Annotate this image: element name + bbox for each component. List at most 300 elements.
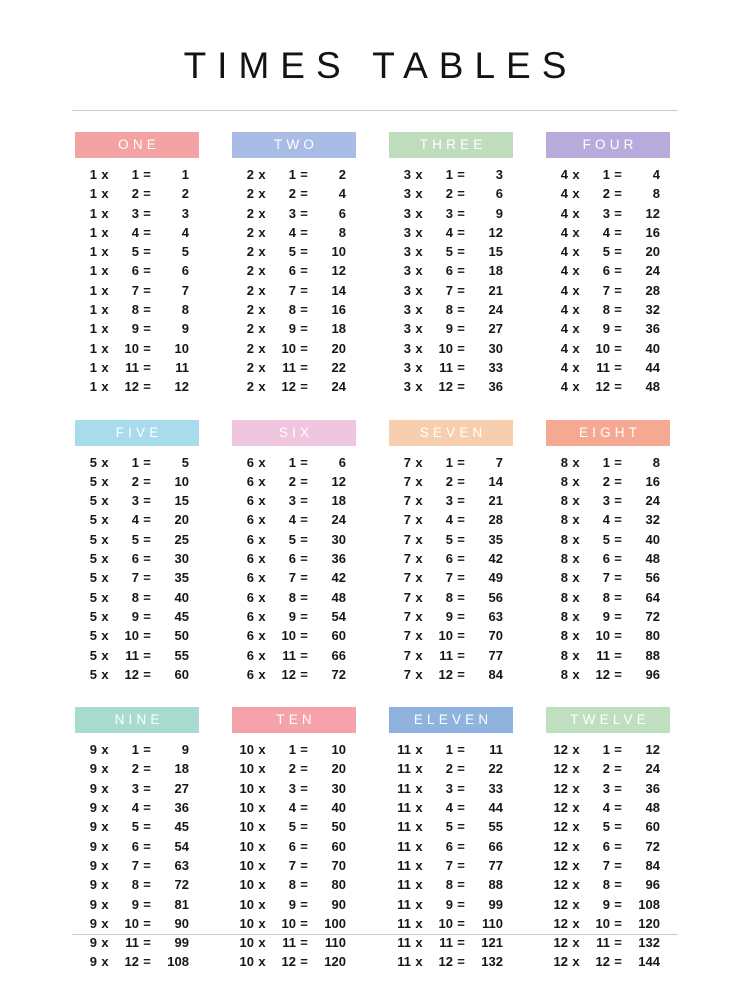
multiplicand: 12 xyxy=(553,857,568,873)
multiplicand: 10 xyxy=(239,819,254,835)
multiplicand: 4 xyxy=(560,340,568,356)
equation-row xyxy=(232,379,356,398)
equation-row xyxy=(546,839,670,858)
product: 3 xyxy=(181,205,189,221)
product: 7 xyxy=(495,454,503,470)
multiplicand: 6 xyxy=(246,570,254,586)
product: 77 xyxy=(488,857,503,873)
multiply-icon: x xyxy=(101,896,109,912)
product: 7 xyxy=(181,282,189,298)
equation-row xyxy=(75,360,199,379)
multiplier: 4 xyxy=(445,224,453,240)
product: 25 xyxy=(174,531,189,547)
equation-row xyxy=(232,244,356,263)
multiply-icon: x xyxy=(572,857,580,873)
product: 120 xyxy=(324,954,346,970)
multiply-icon: x xyxy=(415,282,423,298)
multiply-icon: x xyxy=(415,340,423,356)
product: 55 xyxy=(488,819,503,835)
table-rows xyxy=(546,455,670,687)
equals-icon: = xyxy=(300,935,308,951)
equals-icon: = xyxy=(457,915,465,931)
multiplier: 5 xyxy=(445,531,453,547)
equation-row xyxy=(389,532,513,551)
multiplier: 7 xyxy=(288,282,296,298)
equals-icon: = xyxy=(143,493,151,509)
multiplicand: 2 xyxy=(246,302,254,318)
equation-row xyxy=(232,455,356,474)
multiply-icon: x xyxy=(101,589,109,605)
product: 49 xyxy=(488,570,503,586)
multiplicand: 3 xyxy=(403,321,411,337)
equals-icon: = xyxy=(143,379,151,395)
product: 2 xyxy=(338,167,346,182)
multiply-icon: x xyxy=(258,608,266,624)
multiplier: 8 xyxy=(445,302,453,318)
table-rows xyxy=(546,167,670,399)
multiplicand: 12 xyxy=(553,742,568,758)
equals-icon: = xyxy=(143,224,151,240)
equation-row xyxy=(546,321,670,340)
multiply-icon: x xyxy=(572,186,580,202)
equation-row xyxy=(389,455,513,474)
multiplier: 12 xyxy=(124,666,139,682)
multiplicand: 4 xyxy=(560,167,568,182)
product: 60 xyxy=(645,819,660,835)
multiplier: 11 xyxy=(596,359,610,375)
equation-row xyxy=(389,954,513,973)
equals-icon: = xyxy=(143,359,151,375)
multiply-icon: x xyxy=(572,167,580,182)
table-rows xyxy=(389,167,513,399)
product: 12 xyxy=(645,742,660,758)
equation-row xyxy=(75,474,199,493)
multiplicand: 1 xyxy=(89,244,97,260)
product: 27 xyxy=(174,780,189,796)
product: 12 xyxy=(174,379,189,395)
multiplier: 5 xyxy=(131,531,139,547)
multiplier: 10 xyxy=(281,340,296,356)
equals-icon: = xyxy=(300,205,308,221)
equals-icon: = xyxy=(614,473,622,489)
multiplicand: 8 xyxy=(560,531,568,547)
equals-icon: = xyxy=(457,531,465,547)
multiply-icon: x xyxy=(258,244,266,260)
multiplier: 11 xyxy=(282,935,296,951)
multiplier: 7 xyxy=(288,857,296,873)
table-header-three: THREE xyxy=(389,132,513,158)
multiplier: 4 xyxy=(131,512,139,528)
table-header-ten: TEN xyxy=(232,707,356,733)
equals-icon: = xyxy=(143,647,151,663)
equals-icon: = xyxy=(614,551,622,567)
multiply-icon: x xyxy=(258,302,266,318)
multiplicand: 11 xyxy=(397,838,411,854)
product: 56 xyxy=(645,570,660,586)
equation-row xyxy=(546,206,670,225)
equals-icon: = xyxy=(300,915,308,931)
product: 110 xyxy=(325,935,346,951)
multiply-icon: x xyxy=(415,896,423,912)
equals-icon: = xyxy=(614,205,622,221)
equals-icon: = xyxy=(457,666,465,682)
multiplicand: 7 xyxy=(403,570,411,586)
multiplicand: 7 xyxy=(403,531,411,547)
multiplier: 12 xyxy=(595,379,610,395)
multiplicand: 2 xyxy=(246,186,254,202)
equals-icon: = xyxy=(300,359,308,375)
multiplicand: 5 xyxy=(89,666,97,682)
equation-row xyxy=(232,761,356,780)
product: 30 xyxy=(331,780,346,796)
multiplicand: 8 xyxy=(560,608,568,624)
multiplicand: 3 xyxy=(403,224,411,240)
equals-icon: = xyxy=(143,531,151,547)
multiplicand: 5 xyxy=(89,512,97,528)
multiplicand: 2 xyxy=(246,282,254,298)
equation-row xyxy=(232,897,356,916)
table-header-twelve: TWELVE xyxy=(546,707,670,733)
multiplier: 7 xyxy=(602,857,610,873)
product: 20 xyxy=(174,512,189,528)
equals-icon: = xyxy=(143,454,151,470)
equation-row xyxy=(232,186,356,205)
product: 18 xyxy=(331,321,346,337)
equals-icon: = xyxy=(300,473,308,489)
equals-icon: = xyxy=(457,628,465,644)
equals-icon: = xyxy=(300,340,308,356)
equals-icon: = xyxy=(143,896,151,912)
product: 30 xyxy=(331,531,346,547)
multiplier: 11 xyxy=(282,359,296,375)
product: 24 xyxy=(488,302,503,318)
product: 15 xyxy=(488,244,503,260)
equation-row xyxy=(389,206,513,225)
product: 48 xyxy=(331,589,346,605)
multiplicand: 9 xyxy=(89,857,97,873)
equals-icon: = xyxy=(143,857,151,873)
equation-row xyxy=(389,379,513,398)
product: 16 xyxy=(331,302,346,318)
equation-row xyxy=(75,455,199,474)
equation-row xyxy=(546,916,670,935)
multiply-icon: x xyxy=(572,570,580,586)
multiply-icon: x xyxy=(101,877,109,893)
multiplicand: 8 xyxy=(560,666,568,682)
multiplier: 6 xyxy=(602,551,610,567)
product: 6 xyxy=(338,205,346,221)
equation-row xyxy=(546,302,670,321)
equals-icon: = xyxy=(457,244,465,260)
multiply-icon: x xyxy=(415,379,423,395)
equals-icon: = xyxy=(143,205,151,221)
multiplier: 6 xyxy=(445,263,453,279)
multiply-icon: x xyxy=(415,915,423,931)
multiply-icon: x xyxy=(572,224,580,240)
product: 36 xyxy=(645,780,660,796)
multiply-icon: x xyxy=(572,282,580,298)
multiplicand: 5 xyxy=(89,493,97,509)
product: 36 xyxy=(174,800,189,816)
multiply-icon: x xyxy=(258,628,266,644)
multiply-icon: x xyxy=(101,186,109,202)
equation-row xyxy=(546,283,670,302)
multiplier: 7 xyxy=(445,282,453,298)
equation-row xyxy=(546,474,670,493)
product: 24 xyxy=(331,512,346,528)
multiplier: 9 xyxy=(288,896,296,912)
multiply-icon: x xyxy=(572,935,580,951)
equation-row xyxy=(546,935,670,954)
product: 6 xyxy=(338,454,346,470)
product: 20 xyxy=(331,761,346,777)
multiply-icon: x xyxy=(572,838,580,854)
product: 35 xyxy=(488,531,503,547)
multiplicand: 11 xyxy=(397,954,411,970)
product: 28 xyxy=(645,282,660,298)
times-table-card xyxy=(75,132,199,399)
multiplier: 7 xyxy=(445,857,453,873)
product: 32 xyxy=(645,512,660,528)
multiplier: 10 xyxy=(595,340,610,356)
multiplier: 5 xyxy=(445,244,453,260)
multiplier: 8 xyxy=(445,589,453,605)
equals-icon: = xyxy=(457,877,465,893)
multiply-icon: x xyxy=(572,761,580,777)
multiplicand: 6 xyxy=(246,551,254,567)
table-rows xyxy=(232,742,356,974)
multiplier: 7 xyxy=(131,857,139,873)
equation-row xyxy=(546,590,670,609)
multiplicand: 12 xyxy=(553,935,568,951)
equals-icon: = xyxy=(457,551,465,567)
multiplicand: 9 xyxy=(89,742,97,758)
product: 81 xyxy=(174,896,189,912)
multiply-icon: x xyxy=(258,340,266,356)
product: 99 xyxy=(174,935,189,951)
multiplicand: 4 xyxy=(560,186,568,202)
equation-row xyxy=(389,609,513,628)
multiplier: 6 xyxy=(131,838,139,854)
multiplicand: 1 xyxy=(89,379,97,395)
multiplier: 1 xyxy=(131,454,139,470)
multiplier: 5 xyxy=(445,819,453,835)
equation-row xyxy=(389,283,513,302)
multiply-icon: x xyxy=(101,570,109,586)
equation-row xyxy=(389,474,513,493)
multiplicand: 10 xyxy=(239,780,254,796)
equals-icon: = xyxy=(614,263,622,279)
multiply-icon: x xyxy=(101,551,109,567)
multiplicand: 4 xyxy=(560,379,568,395)
multiplier: 6 xyxy=(445,838,453,854)
product: 16 xyxy=(645,224,660,240)
multiply-icon: x xyxy=(572,608,580,624)
equals-icon: = xyxy=(300,819,308,835)
multiplicand: 10 xyxy=(239,838,254,854)
multiplier: 6 xyxy=(288,263,296,279)
multiplicand: 12 xyxy=(553,819,568,835)
multiplicand: 5 xyxy=(89,473,97,489)
product: 35 xyxy=(174,570,189,586)
multiplier: 4 xyxy=(288,512,296,528)
multiplicand: 11 xyxy=(397,896,411,912)
multiplier: 10 xyxy=(438,340,453,356)
equation-row xyxy=(232,474,356,493)
equals-icon: = xyxy=(143,263,151,279)
multiplicand: 4 xyxy=(560,244,568,260)
multiplicand: 11 xyxy=(397,935,411,951)
multiply-icon: x xyxy=(572,379,580,395)
equation-row xyxy=(232,667,356,686)
product: 72 xyxy=(331,666,346,682)
equation-row xyxy=(75,858,199,877)
equation-row xyxy=(232,283,356,302)
multiplier: 7 xyxy=(131,570,139,586)
product: 5 xyxy=(181,454,189,470)
multiplicand: 12 xyxy=(553,838,568,854)
multiplier: 6 xyxy=(288,838,296,854)
multiplier: 12 xyxy=(124,379,139,395)
equals-icon: = xyxy=(457,263,465,279)
multiplicand: 1 xyxy=(89,224,97,240)
times-table-card xyxy=(389,132,513,399)
multiplicand: 7 xyxy=(403,647,411,663)
equals-icon: = xyxy=(457,819,465,835)
equals-icon: = xyxy=(614,321,622,337)
product: 36 xyxy=(331,551,346,567)
equals-icon: = xyxy=(143,570,151,586)
multiplier: 1 xyxy=(131,167,139,182)
equation-row xyxy=(389,648,513,667)
product: 5 xyxy=(181,244,189,260)
equals-icon: = xyxy=(457,800,465,816)
product: 72 xyxy=(645,608,660,624)
multiplicand: 7 xyxy=(403,473,411,489)
equals-icon: = xyxy=(614,877,622,893)
multiplier: 3 xyxy=(131,780,139,796)
equation-row xyxy=(389,858,513,877)
equation-row xyxy=(546,532,670,551)
equation-row xyxy=(75,570,199,589)
equation-row xyxy=(546,379,670,398)
multiplicand: 3 xyxy=(403,167,411,182)
equals-icon: = xyxy=(614,531,622,547)
multiplicand: 11 xyxy=(397,742,411,758)
multiplier: 10 xyxy=(438,628,453,644)
product: 8 xyxy=(652,186,660,202)
multiply-icon: x xyxy=(258,877,266,893)
equals-icon: = xyxy=(300,454,308,470)
multiplier: 5 xyxy=(131,819,139,835)
equation-row xyxy=(546,858,670,877)
equals-icon: = xyxy=(300,896,308,912)
equals-icon: = xyxy=(300,608,308,624)
multiplier: 11 xyxy=(439,935,453,951)
equals-icon: = xyxy=(143,838,151,854)
product: 36 xyxy=(645,321,660,337)
multiplicand: 5 xyxy=(89,454,97,470)
multiply-icon: x xyxy=(572,205,580,221)
multiply-icon: x xyxy=(101,800,109,816)
multiplier: 11 xyxy=(125,359,139,375)
product: 18 xyxy=(174,761,189,777)
multiplier: 4 xyxy=(602,512,610,528)
multiply-icon: x xyxy=(258,205,266,221)
equals-icon: = xyxy=(300,589,308,605)
product: 20 xyxy=(645,244,660,260)
equation-row xyxy=(389,570,513,589)
equals-icon: = xyxy=(143,761,151,777)
multiply-icon: x xyxy=(415,589,423,605)
equals-icon: = xyxy=(300,379,308,395)
equation-row xyxy=(546,570,670,589)
multiply-icon: x xyxy=(415,224,423,240)
equation-row xyxy=(75,244,199,263)
product: 1 xyxy=(181,167,189,182)
multiply-icon: x xyxy=(415,647,423,663)
multiply-icon: x xyxy=(572,800,580,816)
product: 63 xyxy=(174,857,189,873)
product: 27 xyxy=(488,321,503,337)
equals-icon: = xyxy=(614,282,622,298)
multiplier: 5 xyxy=(602,244,610,260)
equals-icon: = xyxy=(614,915,622,931)
multiply-icon: x xyxy=(572,512,580,528)
equals-icon: = xyxy=(614,666,622,682)
multiplicand: 9 xyxy=(89,780,97,796)
multiply-icon: x xyxy=(415,186,423,202)
equals-icon: = xyxy=(457,321,465,337)
multiplier: 5 xyxy=(602,819,610,835)
equation-row xyxy=(389,897,513,916)
product: 12 xyxy=(331,473,346,489)
equation-row xyxy=(546,628,670,647)
equation-row xyxy=(232,225,356,244)
title-divider xyxy=(72,110,678,111)
multiply-icon: x xyxy=(258,551,266,567)
multiplier: 12 xyxy=(438,666,453,682)
equals-icon: = xyxy=(300,647,308,663)
product: 108 xyxy=(167,954,189,970)
multiplier: 7 xyxy=(445,570,453,586)
multiplier: 8 xyxy=(445,877,453,893)
equals-icon: = xyxy=(143,473,151,489)
multiplicand: 10 xyxy=(239,857,254,873)
equals-icon: = xyxy=(457,186,465,202)
equals-icon: = xyxy=(300,800,308,816)
table-rows xyxy=(232,455,356,687)
equation-row xyxy=(546,761,670,780)
multiplier: 3 xyxy=(602,780,610,796)
multiplier: 1 xyxy=(131,742,139,758)
product: 48 xyxy=(645,551,660,567)
multiply-icon: x xyxy=(258,647,266,663)
multiplier: 12 xyxy=(281,379,296,395)
multiplicand: 2 xyxy=(246,263,254,279)
multiply-icon: x xyxy=(415,473,423,489)
equation-row xyxy=(389,493,513,512)
equals-icon: = xyxy=(143,302,151,318)
multiplicand: 1 xyxy=(89,263,97,279)
equals-icon: = xyxy=(614,454,622,470)
product: 21 xyxy=(488,282,503,298)
multiply-icon: x xyxy=(572,877,580,893)
equation-row xyxy=(75,800,199,819)
multiply-icon: x xyxy=(101,167,109,182)
table-header-four: FOUR xyxy=(546,132,670,158)
product: 9 xyxy=(181,321,189,337)
